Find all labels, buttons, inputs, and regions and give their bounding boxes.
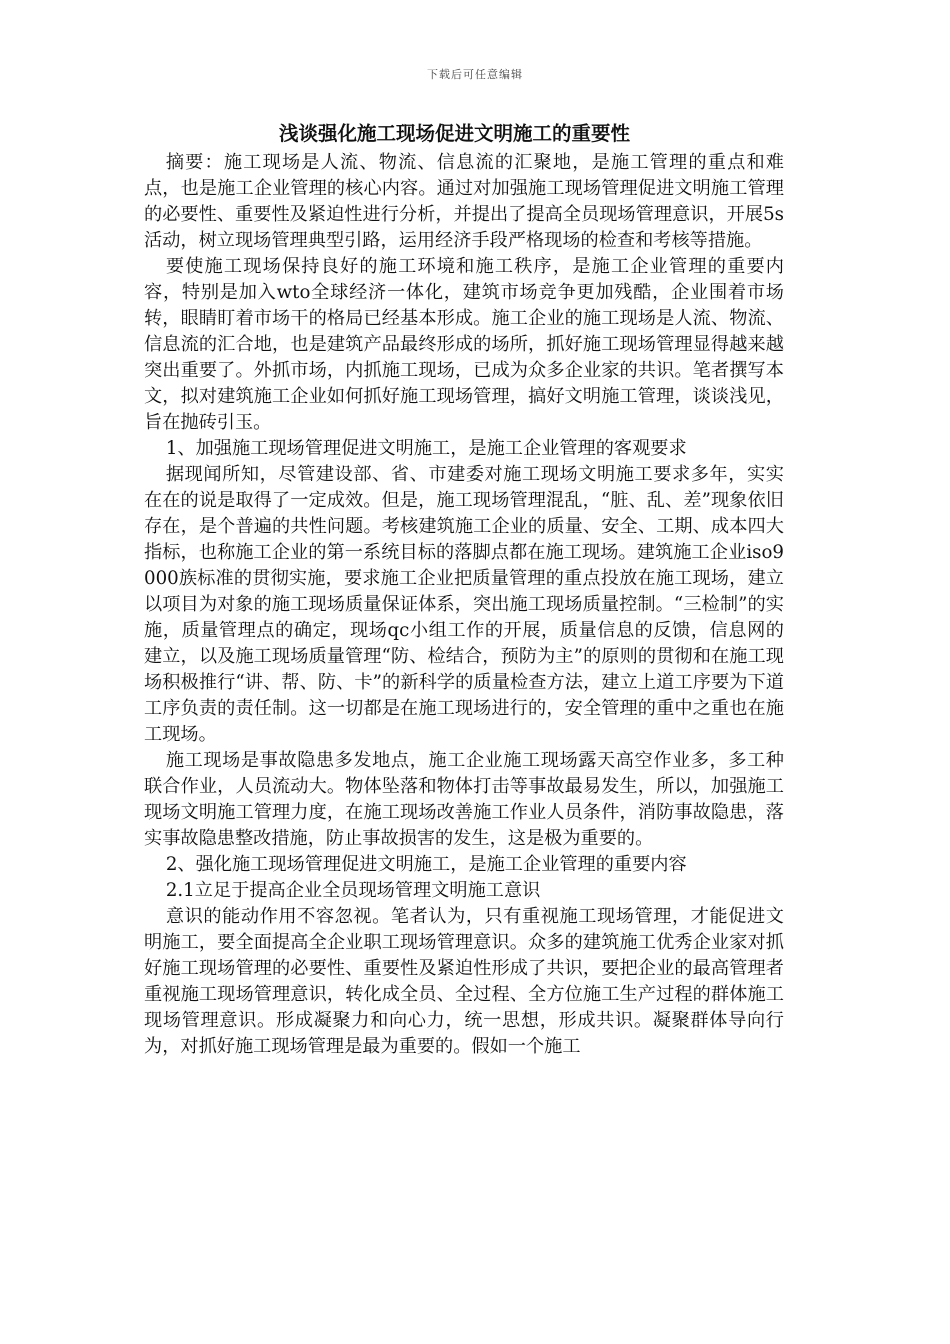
header-note: 下载后可任意编辑 bbox=[427, 68, 523, 81]
body-paragraph: 据现闻所知，尽管建设部、省、市建委对施工现场文明施工要求多年，实实在在的说是取得了一定成效。但是，施工现场管理混乱，“脏、乱、差”现象依旧存在，是个普遍的共性问题。考核建筑施工企业的质量、安全、工期、成本四大指标，也称施工企业的第一系统目标的落脚点都在施工现场。建筑施工企业iso9000族标准的贯彻实施，要求施工企业把质量管理的重点投放在施工现场，建立以项目为对象的施工现场质量保证体系，突出施工现场质量控制。“三检制”的实施，质量管理点的确定，现场qc小组工作的开展，质量信息的反馈，信息网的建立，以及施工现场质量管理“防、检结合，预防为主”的原则的贯彻和在施工现场积极推行“讲、帮、防、卡”的新科学的质量检查方法，建立上道工序要为下道工序负责的责任制。这一切都是在施工现场进行的，安全管理的重中之重也在施工现场。 bbox=[144, 464, 784, 745]
subsection-heading-2-1: 2.1立足于提高企业全员现场管理文明施工意识 bbox=[165, 880, 541, 901]
body-paragraph: 意识的能动作用不容忽视。笔者认为，只有重视施工现场管理，才能促进文明施工，要全面提高全企业职工现场管理意识。众多的建筑施工优秀企业家对抓好施工现场管理的必要性、重要性及紧迫性形成了共识，要把企业的最高管理者重视施工现场管理意识，转化成全员、全过程、全方位施工生产过程的群体施工现场管理意识。形成凝聚力和向心力，统一思想，形成共识。凝聚群体导向行为，对抓好施工现场管理是最为重要的。假如一个施工 bbox=[144, 906, 784, 1057]
body-paragraph: 施工现场是事故隐患多发地点，施工企业施工现场露天高空作业多，多工种联合作业，人员流动大。物体坠落和物体打击等事故最易发生，所以，加强施工现场文明施工管理力度，在施工现场改善施工作业人员条件，消防事故隐患，落实事故隐患整改措施，防止事故损害的发生，这是极为重要的。 bbox=[144, 750, 784, 849]
intro-paragraph: 要使施工现场保持良好的施工环境和施工秩序，是施工企业管理的重要内容，特别是加入wto全球经济一体化，建筑市场竞争更加残酷，企业围着市场转，眼睛盯着市场干的格局已经基本形成。施工企业的施工现场是人流、物流、信息流的汇合地，也是建筑产品最终形成的场所，抓好施工现场管理显得越来越突出重要了。外抓市场，内抓施工现场，已成为众多企业家的共识。笔者撰写本文，拟对建筑施工企业如何抓好施工现场管理，搞好文明施工管理，谈谈浅见，旨在抛砖引玉。 bbox=[144, 256, 784, 433]
section-heading-1: 1、加强施工现场管理促进文明施工，是施工企业管理的客观要求 bbox=[165, 438, 687, 459]
abstract-paragraph: 摘要：施工现场是人流、物流、信息流的汇聚地，是施工管理的重点和难点，也是施工企业管理的核心内容。通过对加强施工现场管理促进文明施工管理的必要性、重要性及紧迫性进行分析，并提出了提高全员现场管理意识，开展5s活动，树立现场管理典型引路，运用经济手段严格现场的检查和考核等措施。 bbox=[144, 152, 784, 251]
section-heading-2: 2、强化施工现场管理促进文明施工，是施工企业管理的重要内容 bbox=[165, 854, 687, 875]
document-body bbox=[144, 118, 784, 1060]
document-title: 浅谈强化施工现场促进文明施工的重要性 bbox=[279, 122, 631, 145]
